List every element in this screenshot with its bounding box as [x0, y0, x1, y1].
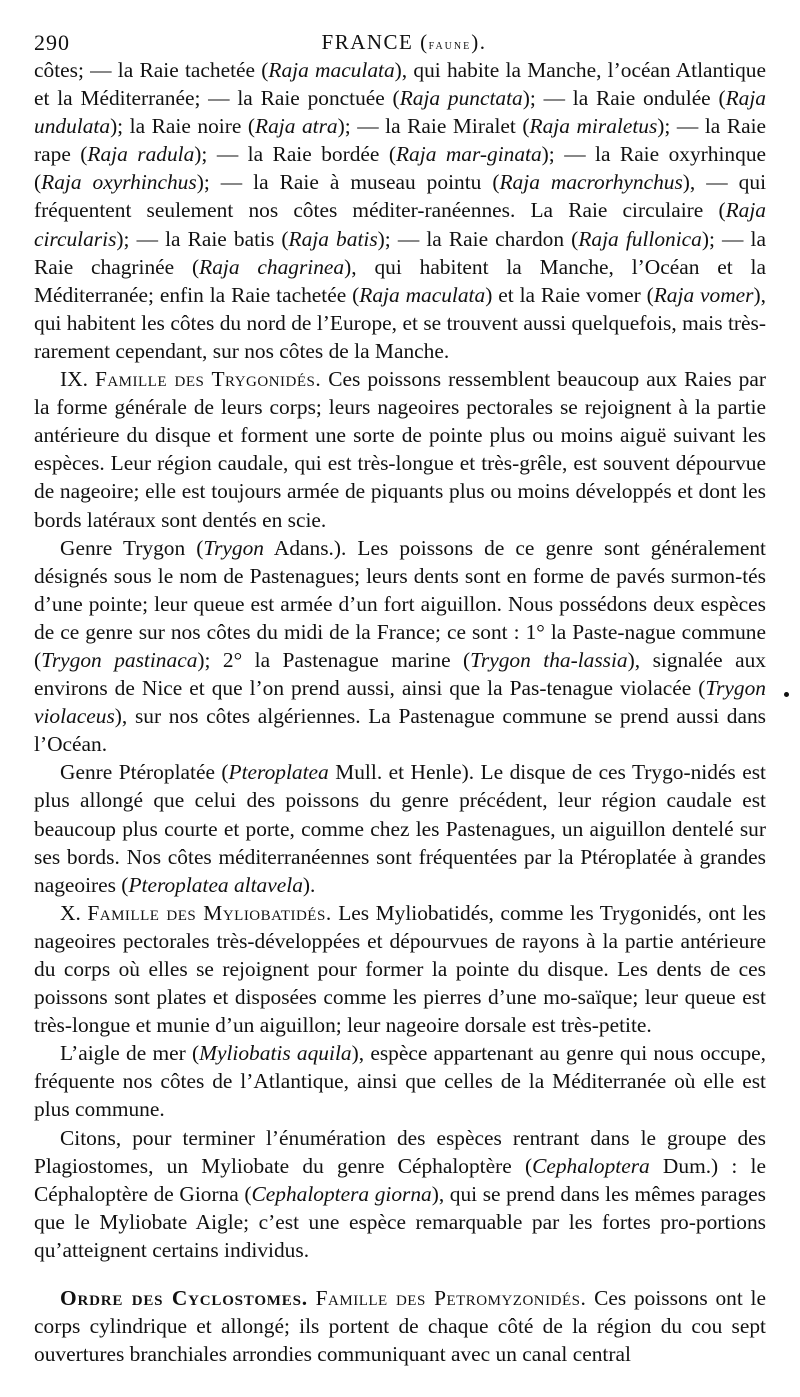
text-run: Ces poissons ont le corps cylindrique et allongé; ils portent de chaque côté de la région du cou sept ouvertures branchiales arrondies communiquant avec un canal central: [34, 1286, 766, 1367]
family-heading: Famille des Myliobatidés.: [87, 900, 332, 925]
text-run: Genre Trygon (: [60, 535, 204, 560]
species-name: Pteroplatea: [228, 760, 329, 785]
running-head-main: FRANCE (: [321, 30, 429, 54]
text-run: ).: [302, 872, 316, 897]
text-run: ); — la Raie batis (: [116, 226, 289, 251]
text-run: ); — la Raie ondulée (: [522, 86, 726, 111]
text-run: ); — la Raie oxyrhinque (: [34, 142, 767, 195]
text-run: ); — la Raie bordée (: [194, 142, 396, 167]
text-run: ), — qui fréquentent seulement nos côtes méditer-ranéennes. La Raie circulaire (: [34, 170, 767, 223]
paragraph-p2: [34, 365, 766, 534]
species-name: Myliobatis aquila: [199, 1041, 352, 1066]
species-name: Raja radula: [87, 142, 195, 167]
species-name: Cephaloptera: [532, 1153, 650, 1178]
text-run: ); — la Raie chagrinée (: [34, 226, 766, 279]
text-run: côtes; — la Raie tachetée (: [34, 58, 269, 82]
family-heading: Famille des Petromyzonidés.: [315, 1286, 587, 1311]
text-run: ), qui habite la Manche, l’océan Atlantique et la Méditerranée; — la Raie ponctuée (: [34, 58, 766, 111]
text-run: Citons, pour terminer l’énumération des espèces rentrant dans le groupe des Plagiostomes, un Myliobate du genre Céphaloptère (: [34, 1125, 766, 1178]
species-name: Cephaloptera giorna: [251, 1181, 432, 1206]
paragraph-p1: [34, 56, 766, 365]
running-head: [34, 30, 774, 55]
text-run: Ces poissons ressemblent beaucoup aux Raies par la forme générale de leurs corps; leurs nageoires pectorales se rejoignent à la partie antérieure du disque et forment une sorte de pointe plus ou moins aiguë suivant les espèces. Leur région caudale, qui est très-longue et très-grêle, est souvent dépourvue de nageoire; elle est toujours armée de piquants plus ou moins développés et dont les bords latéraux sont dentés en scie.: [34, 367, 766, 532]
species-name: Raja batis: [288, 226, 378, 251]
running-head-close: ).: [471, 30, 487, 54]
species-name: Raja chagrinea: [199, 254, 345, 279]
paragraph-p4: [34, 758, 766, 898]
text-run: ), sur nos côtes algériennes. La Pastenague commune se prend aussi dans l’Océan.: [34, 704, 766, 757]
species-name: Raja fullonica: [578, 226, 702, 251]
text-run: ), espèce appartenant au genre qui nous occupe, fréquente nos côtes de l’Atlantique, ainsi que celles de la Méditerranée où elle est plus commune.: [34, 1041, 767, 1122]
text-run: [308, 1286, 316, 1310]
paragraph-p3: [34, 534, 766, 759]
family-heading: Famille des Trygonidés.: [94, 367, 322, 392]
text-run: ), qui se prend dans les mêmes parages que le Myliobate Aigle; c’est une espèce remarquable par les fortes pro-portions qu’atteignent certains individus.: [34, 1181, 766, 1262]
text-run: ); — la Raie à museau pointu (: [196, 170, 500, 195]
text-run: Mull. et Henle). Le disque de ces Trygo-nidés est plus allongé que celui des poissons du genre précédent, leur région caudale est beaucoup plus courte et porte, comme chez les Pastenagues, un aiguillon dentelé sur ses bords. Nos côtes méditerranéennes sont fréquentées par la Ptéroplatée à grandes nageoires (: [34, 760, 766, 897]
text-run: Les Myliobatidés, comme les Trygonidés, ont les nageoires pectorales très-développées et dépourvues de rayons à la partie antérieure du corps où elles se rejoignent pour former la pointe du disque. Les dents de ces poissons sont plates et disposées comme les pierres d’une mo-saïque; leur queue est très-longue et munie d’un aiguillon; leur nageoire dorsale est très-petite.: [34, 900, 766, 1038]
species-name: Raja macrorhynchus: [499, 170, 683, 195]
paragraph-p8: [34, 1284, 766, 1368]
text-run: ), qui habitent les côtes du nord de l’Europe, et se trouvent aussi quelquefois, mais très-rarement cependant, sur nos côtes de la Manche.: [34, 282, 766, 363]
text-run: ) et la Raie vomer (: [485, 282, 654, 307]
text-run: L’aigle de mer (: [60, 1041, 200, 1066]
text-run: Genre Ptéroplatée (: [60, 760, 229, 785]
text-run: Adans.). Les poissons de ce genre sont généralement désignés sous le nom de Pastenagues; leurs dents sont en forme de pavés surmon-tés d’une pointe; leur queue est armée d’un fort aiguillon. Nous possédons deux espèces de ce genre sur nos côtes du midi de la France; ce sont : 1° la Paste-nague commune (: [34, 535, 766, 672]
species-name: Raja circularis: [34, 198, 766, 251]
species-name: Trygon tha-lassia: [470, 647, 628, 672]
species-name: Raja atra: [255, 114, 338, 139]
text-run: ); — la Raie Miralet (: [337, 114, 530, 139]
text-run: X.: [60, 900, 88, 925]
paragraph-p5: [34, 899, 766, 1039]
text-run: ), signalée aux environs de Nice et que l’on prend aussi, ainsi que la Pas-tenague violacée (: [34, 647, 766, 701]
species-name: Raja vomer: [653, 282, 754, 307]
species-name: Raja maculata: [359, 282, 486, 307]
paragraph-p7: [34, 1124, 766, 1264]
species-name: Pteroplatea altavela: [128, 872, 303, 897]
species-name: Trygon violaceus: [34, 676, 766, 729]
text-run: ), qui habitent la Manche, l’Océan et la Méditerranée; enfin la Raie tachetée (: [34, 254, 766, 307]
text-run: Dum.) : le Céphaloptère de Giorna (: [34, 1153, 766, 1206]
species-name: Raja miraletus: [529, 114, 658, 139]
species-name: Raja punctata: [399, 86, 523, 111]
species-name: Raja mar-ginata: [395, 142, 542, 167]
text-run: ); la Raie noire (: [110, 114, 256, 139]
text-run: ); — la Raie rape (: [34, 114, 767, 167]
text-run: ); 2° la Pastenague marine (: [197, 647, 471, 672]
body-text: [34, 56, 766, 1368]
text-run: ); — la Raie chardon (: [377, 226, 579, 251]
section-gap: [34, 1264, 766, 1284]
species-name: Raja oxyrhinchus: [41, 170, 197, 195]
species-name: Trygon: [203, 535, 264, 560]
page-header: [34, 22, 774, 58]
species-name: Trygon pastinaca: [41, 647, 198, 672]
species-name: Raja maculata: [268, 58, 395, 82]
order-heading: Ordre des Cyclostomes.: [60, 1286, 308, 1311]
running-head-smallcaps: faune: [428, 38, 472, 53]
text-run: IX.: [60, 367, 95, 392]
page-number: 290: [34, 30, 70, 55]
paragraph-p6: [34, 1039, 766, 1123]
species-name: Raja undulata: [34, 86, 766, 139]
margin-mark: [784, 692, 789, 697]
